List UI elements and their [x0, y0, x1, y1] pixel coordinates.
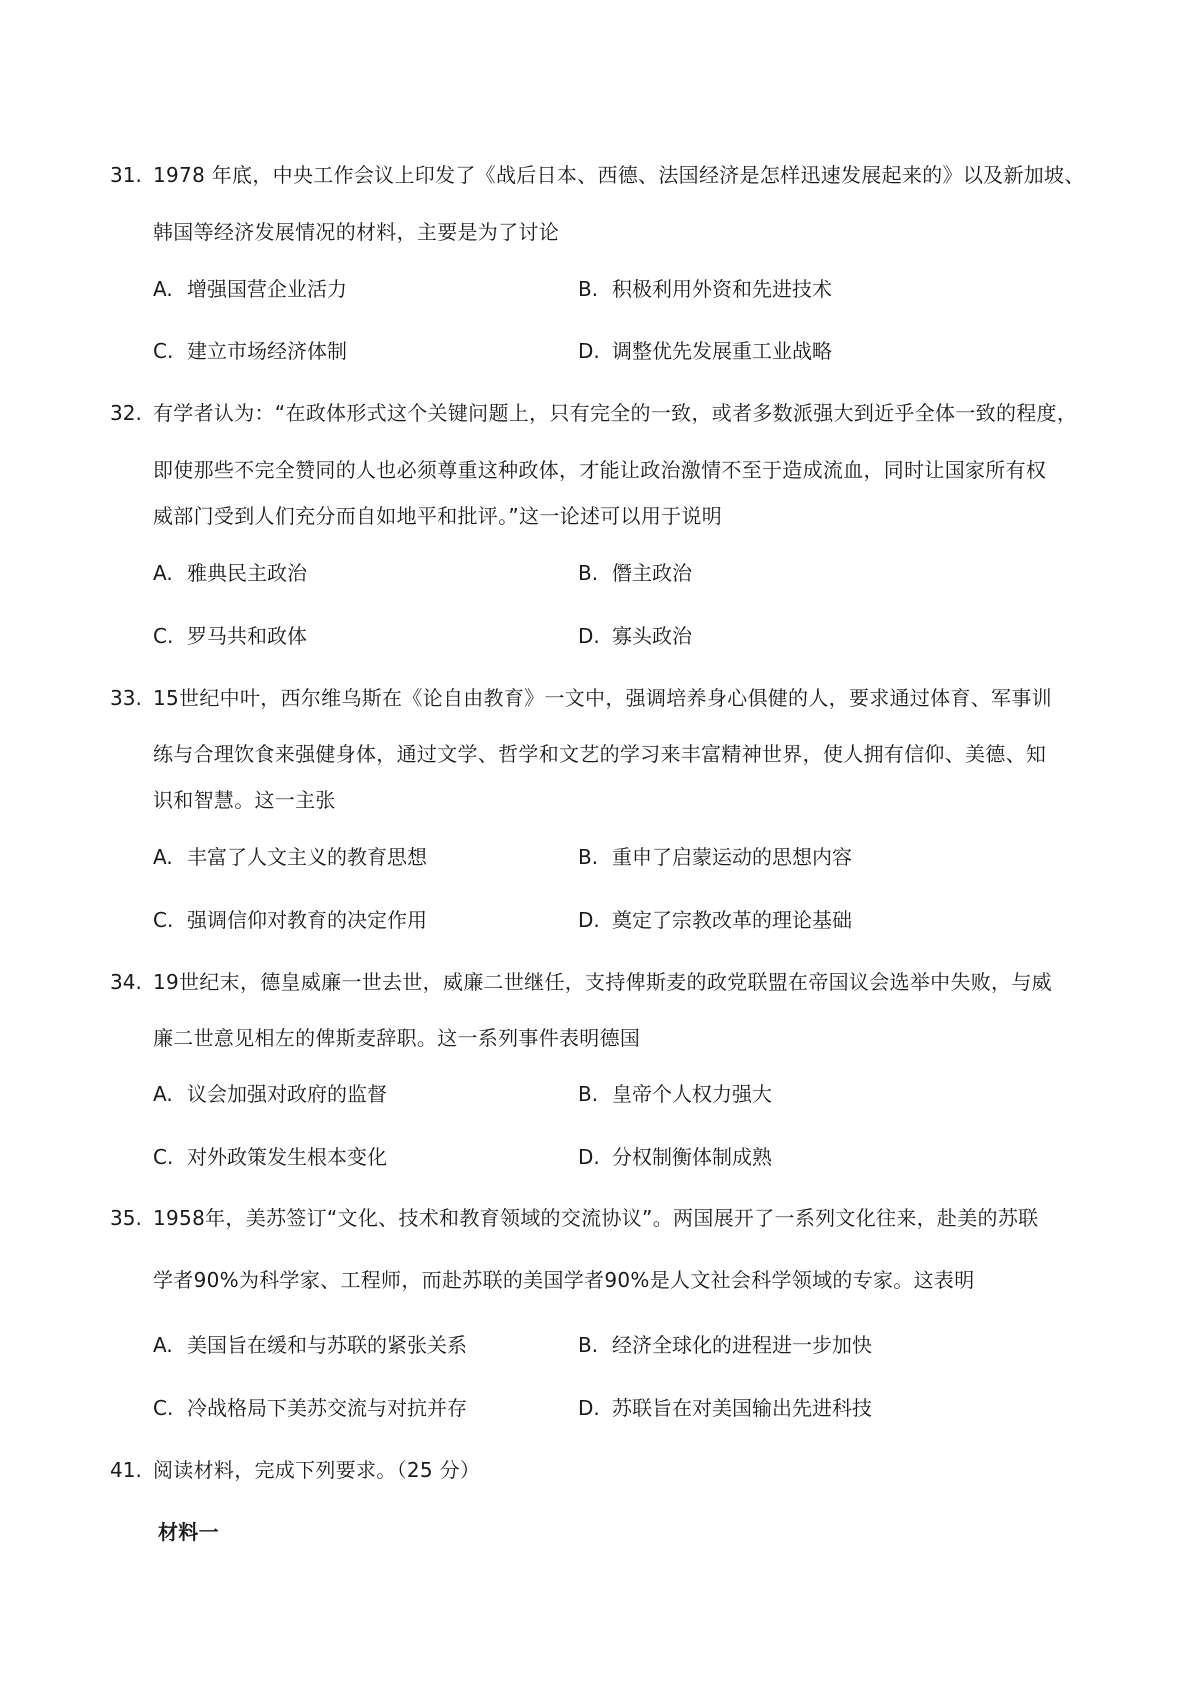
question-number: 35.	[110, 1206, 142, 1230]
question-text-line: 即使那些不完全赞同的人也必须尊重这种政体，才能让政治激情不至于造成流血，同时让国家所有权	[153, 458, 1047, 482]
option-c: C. 对外政策发生根本变化	[153, 1145, 387, 1169]
option-b: B. 经济全球化的进程进一步加快	[578, 1333, 872, 1357]
option-d: D. 奠定了宗教改革的理论基础	[578, 908, 852, 932]
question-number: 31.	[110, 163, 142, 187]
option-b: B. 皇帝个人权力强大	[578, 1082, 772, 1106]
option-a: A. 美国旨在缓和与苏联的紧张关系	[153, 1333, 467, 1357]
question-text-line: 识和智慧。这一主张	[153, 788, 336, 812]
question-number: 41.	[110, 1458, 142, 1482]
question-text-line: 1978 年底，中央工作会议上印发了《战后日本、西德、法国经济是怎样迅速发展起来的》以及新加坡、	[153, 163, 1085, 187]
question-text-line: 练与合理饮食来强健身体，通过文学、哲学和文艺的学习来丰富精神世界，使人拥有信仰、美德、知	[153, 742, 1047, 766]
question-number: 32.	[110, 401, 142, 425]
question-text-line: 19世纪末，德皇威廉一世去世，威廉二世继任，支持俾斯麦的政党联盟在帝国议会选举中失败，与威	[153, 970, 1052, 994]
question-text-line: 威部门受到人们充分而自如地平和批评。”这一论述可以用于说明	[153, 504, 723, 528]
option-c: C. 冷战格局下美苏交流与对抗并存	[153, 1396, 467, 1420]
option-b: B. 积极利用外资和先进技术	[578, 277, 832, 301]
option-a: A. 丰富了人文主义的教育思想	[153, 845, 427, 869]
question-text-line: 15世纪中叶，西尔维乌斯在《论自由教育》一文中，强调培养身心俱健的人，要求通过体育、军事训	[153, 686, 1052, 710]
option-b: B. 重申了启蒙运动的思想内容	[578, 845, 852, 869]
option-d: D. 调整优先发展重工业战略	[578, 339, 832, 363]
question-text-line: 韩国等经济发展情况的材料，主要是为了讨论	[153, 220, 559, 244]
option-a: A. 增强国营企业活力	[153, 277, 347, 301]
option-d: D. 寡头政治	[578, 624, 692, 648]
option-d: D. 分权制衡体制成熟	[578, 1145, 772, 1169]
option-c: C. 建立市场经济体制	[153, 339, 347, 363]
option-d: D. 苏联旨在对美国输出先进科技	[578, 1396, 872, 1420]
option-b: B. 僭主政治	[578, 561, 692, 585]
question-text-line: 廉二世意见相左的俾斯麦辞职。这一系列事件表明德国	[153, 1026, 641, 1050]
question-number: 34.	[110, 970, 142, 994]
question-text-line: 有学者认为：“在政体形式这个关键问题上，只有完全的一致，或者多数派强大到近乎全体一致的程度，	[153, 401, 1078, 425]
option-a: A. 议会加强对政府的监督	[153, 1082, 387, 1106]
question-number: 33.	[110, 686, 142, 710]
material-label: 材料一	[158, 1520, 219, 1544]
question-text-line: 1958年，美苏签订“文化、技术和教育领域的交流协议”。两国展开了一系列文化往来，赴美的苏联	[153, 1206, 1039, 1230]
question-text-line: 阅读材料，完成下列要求。（25 分）	[153, 1458, 481, 1482]
option-c: C. 罗马共和政体	[153, 624, 307, 648]
question-text-line: 学者90%为科学家、工程师，而赴苏联的美国学者90%是人文社会科学领域的专家。这表明	[153, 1268, 975, 1292]
option-c: C. 强调信仰对教育的决定作用	[153, 908, 427, 932]
option-a: A. 雅典民主政治	[153, 561, 307, 585]
